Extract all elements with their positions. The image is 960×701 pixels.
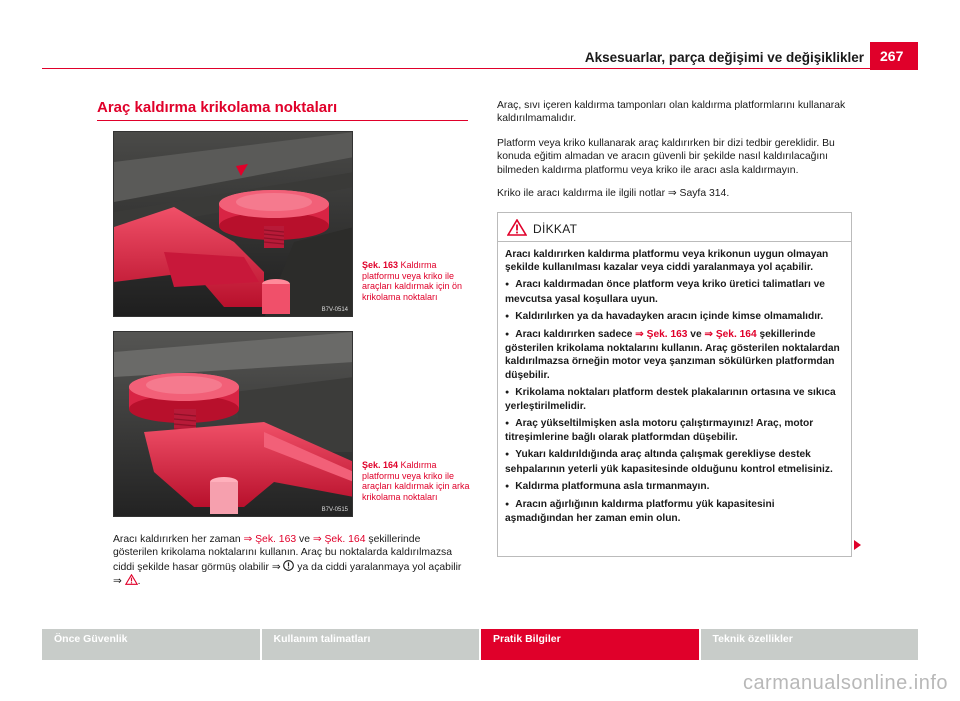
notes-reference-paragraph: Kriko ile aracı kaldırma ile ilgili notlar ⇒ Sayfa 314.: [497, 188, 730, 199]
header-rule: [42, 68, 918, 69]
text-segment: .: [137, 576, 141, 588]
tab-operating-instructions[interactable]: Kullanım talimatları: [262, 629, 480, 660]
warning-triangle-icon: [125, 576, 138, 587]
lift-pads-paragraph: Araç, sıvı içeren kaldırma tamponları olan kaldırma platformlarını kullanarak kaldırılmamalıdır.: [497, 100, 846, 125]
figure-front-jacking-points: [113, 131, 353, 317]
figure-caption-text: Kaldırma platformu veya kriko ile araçları kaldırmak için ön krikolama noktaları: [362, 260, 463, 302]
figure-rear-jacking-points: [113, 331, 353, 517]
tab-technical-specifications[interactable]: Teknik özellikler: [701, 629, 919, 660]
notice-circle-icon: [283, 562, 294, 573]
warning-box: [497, 212, 852, 557]
warning-bullet: ● Krikolama noktaları platform destek plakalarının ortasına ve sıkıca yerleştirilmelidir.: [505, 386, 843, 414]
text-segment: şekillerinde gösterilen krikolama noktalarını kullanın. Araç bu noktalarda kaldırılmazsa ciddi şekilde hasar görmüş olabilir ⇒: [113, 534, 453, 573]
text-segment: ya da ciddi yaralanmaya yol açabilir ⇒: [113, 561, 462, 588]
front-jacking-photo: [114, 132, 353, 317]
figure-code: B7V-0514: [321, 307, 348, 313]
tab-practical-information[interactable]: Pratik Bilgiler: [481, 629, 699, 660]
figure-163-link[interactable]: ⇒ Şek. 163: [635, 328, 688, 340]
rear-jacking-photo: [114, 332, 353, 517]
section-title: Araç kaldırma krikolama noktaları: [97, 99, 338, 116]
warning-bullet: [505, 328, 843, 383]
figure-caption-label: Şek. 164: [362, 460, 399, 470]
precautions-paragraph: Platform veya kriko kullanarak araç kaldırırken bir dizi tedbir gereklidir. Bu konuda eğitim almadan ve aracın güvenli bir şekilde nasıl kaldırılacağını bilmeden kaldırma platformu veya kriko ile aracı asla kaldırmayın.: [497, 138, 835, 176]
warning-bullet: ● Aracın ağırlığının kaldırma platformu yük kapasitesini aşmadığından her zaman emin olun.: [505, 498, 843, 526]
figure-caption: [362, 260, 470, 302]
running-header-title: Aksesuarlar, parça değişimi ve değişiklikler: [584, 50, 864, 65]
figure-caption-text: Kaldırma platformu veya kriko ile araçları kaldırmak için arka krikolama noktaları: [362, 460, 470, 502]
warning-header: [498, 213, 851, 242]
warning-bullet: ● Yukarı kaldırıldığında araç altında çalışmak gerekliyse destek sehpalarının yeterli yük kapasitesinde olduğunu kontrol etmelisiniz.: [505, 448, 843, 476]
text-segment: ve: [687, 328, 705, 340]
warning-triangle-icon: [507, 219, 527, 241]
section-rule: [97, 120, 468, 121]
figure-caption-label: Şek. 163: [362, 260, 399, 270]
warning-bullet: ● Kaldırma platformuna asla tırmanmayın.: [505, 480, 843, 494]
text-segment: şekillerinde gösterilen krikolama noktalarını kullanın. Araç gösterilen noktalardan kaldırılmazsa örneğin motor veya şanzıman sökülürken platformdan düşebilir.: [505, 328, 840, 381]
warning-intro: Aracı kaldırırken kaldırma platformu veya krikonun uygun olmayan şekilde kullanılması kazalar veya ciddi yaralanmaya yol açabilir.: [505, 249, 829, 274]
figure-164-link[interactable]: ⇒ Şek. 164: [704, 328, 757, 340]
warning-body: [498, 242, 851, 525]
text-segment: Aracı kaldırırken her zaman: [113, 534, 244, 545]
page-number: 267: [870, 42, 918, 70]
warning-bullet: ● Aracı kaldırmadan önce platform veya kriko üretici talimatları ve mevcutsa yasal koşullara uyun.: [505, 278, 843, 306]
continue-arrow-icon: [854, 540, 861, 550]
warning-bullet: ● Araç yükseltilmişken asla motoru çalıştırmayınız! Araç, motor titreşimlerine bağlı olarak platformdan düşebilir.: [505, 417, 843, 445]
chapter-tabs: [42, 629, 918, 660]
watermark: carmanualsonline.info: [742, 672, 948, 694]
text-segment: ve: [296, 534, 313, 545]
warning-bullet: ● Kaldırılırken ya da havadayken aracın içinde kimse olmamalıdır.: [505, 310, 843, 324]
figure-163-link[interactable]: ⇒ Şek. 163: [243, 534, 297, 545]
figure-164-link[interactable]: ⇒ Şek. 164: [312, 534, 366, 545]
figure-code: B7V-0515: [321, 507, 348, 513]
text-segment: Aracı kaldırırken sadece: [515, 328, 636, 340]
warning-title: DİKKAT: [533, 222, 578, 236]
jacking-points-paragraph: [113, 533, 468, 589]
figure-caption: [362, 460, 470, 502]
tab-safety-first[interactable]: Önce Güvenlik: [42, 629, 260, 660]
